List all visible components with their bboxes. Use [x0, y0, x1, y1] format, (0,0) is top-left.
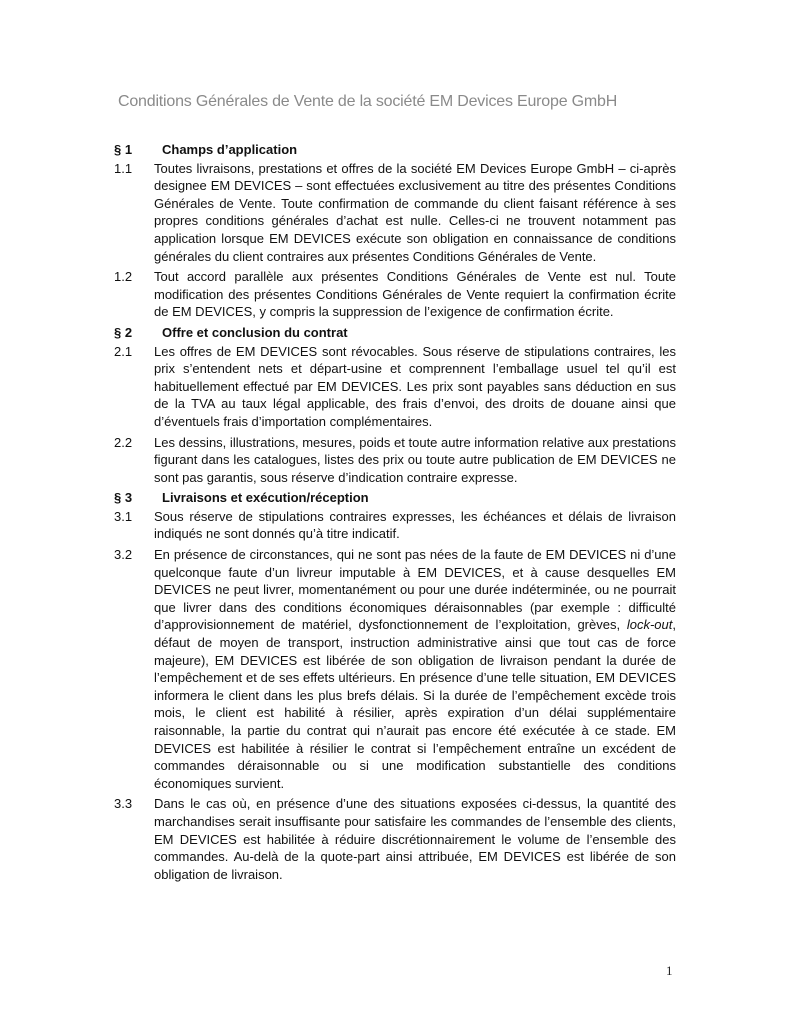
text-after-italic: , défaut de moyen de transport, instruction administrative ainsi que tout cas de force majeure), EM DEVICES est libérée de son obligation de livraison pendant la durée de l’empêchement et de ses effets ultérieurs. En présence d’une telle situation, EM DEVICES informera le client dans les plus brefs délais. Si la durée de l’empêchement excède trois mois, le client est habilité à résilier, après expiration d’un délai supplémentaire raisonnable, la partie du contrat qui n’aurait pas encore été exécutée à ce stade. EM DEVICES est habilitée à résilier le contrat si l’empêchement entraîne un excédent de commandes déraisonnable ou si une modification substantielle des conditions économiques survient.: [154, 617, 676, 791]
paragraph-text: Sous réserve de stipulations contraires expresses, les échéances et délais de livraison indiqués ne sont donnés qu’à titre indicatif.: [154, 508, 676, 542]
paragraph-number: 3.3: [114, 796, 133, 812]
section-number: § 3: [114, 490, 133, 506]
paragraph: [114, 434, 676, 487]
paragraph: [114, 795, 676, 883]
page-number: 1: [666, 963, 673, 978]
paragraph-number: 1.2: [114, 269, 133, 285]
paragraph: [114, 546, 676, 792]
paragraph-text: [154, 546, 676, 792]
text-before-italic: En présence de circonstances, qui ne sont pas nées de la faute de EM DEVICES ni d’une quelconque faute d’un livreur imputable à EM DEVICES, et à cause desquelles EM DEVICES ne peut livrer, momentanément ou pour une durée indéterminée, ou ne pourrait que livrer dans des conditions économiques déraisonnables (par exemple : difficulté d’approvisionnement de matériel, dysfonctionnement de l’exploitation, grèves,: [154, 547, 676, 633]
paragraph-text: Dans le cas où, en présence d’une des situations exposées ci-dessus, la quantité des marchandises serait insuffisante pour satisfaire les commandes de l’ensemble des clients, EM DEVICES est habilitée à réduire discrétionnairement le volume de l’ensemble des commandes. Au-delà de la quote-part ainsi attribuée, EM DEVICES est libérée de son obligation de livraison.: [154, 796, 676, 882]
paragraph-text: Toutes livraisons, prestations et offres de la société EM Devices Europe GmbH – ci-après designee EM DEVICES – sont effectuées exclusivement au titre des présentes Conditions Générales de Vente. Toute confirmation de commande du client faisant référence à ses propres conditions générales d’achat est nulle. Celles-ci ne trouvent notamment pas application lorsque EM DEVICES exécute son obligation en connaissance de conditions générales du client contraires aux présentes Conditions Générales de Vente.: [154, 160, 676, 264]
paragraph: [114, 508, 676, 543]
section-title: Champs d’application: [162, 142, 298, 157]
paragraph: [114, 160, 676, 266]
paragraph: [114, 343, 676, 431]
paragraph-number: 3.2: [114, 547, 133, 563]
section-heading: [114, 324, 676, 342]
paragraph-text: Les dessins, illustrations, mesures, poids et toute autre information relative aux prestations figurant dans les catalogues, listes des prix ou toute autre publication de EM DEVICES ne sont pas garantis, sous réserve d’indication contraire expresse.: [154, 434, 676, 485]
paragraph-number: 2.1: [114, 343, 133, 359]
document-body: [114, 140, 676, 886]
section-title: Offre et conclusion du contrat: [162, 324, 348, 340]
paragraph: [114, 268, 676, 321]
section-number: § 2: [114, 324, 133, 340]
section-heading: [114, 141, 676, 159]
document-title: Conditions Générales de Vente de la société EM Devices Europe GmbH: [118, 93, 618, 110]
section-heading: [114, 489, 676, 507]
paragraph-text: Les offres de EM DEVICES sont révocables. Sous réserve de stipulations contraires, les prix s’entendent nets et départ-usine et comprennent l’emballage usuel tel qu’il est habituellement effectué par EM DEVICES. Les prix sont payables sans déduction en sus de la TVA au taux légal applicable, des frais d’envoi, des droits de douane ainsi que d’éventuels frais d’importation complémentaires.: [154, 343, 676, 429]
paragraph-text: Tout accord parallèle aux présentes Conditions Générales de Vente est nul. Toute modification des présentes Conditions Générales de Vente requiert la confirmation écrite de EM DEVICES, y compris la suppression de l’exigence de confirmation écrite.: [154, 269, 676, 320]
paragraph-number: 3.1: [114, 508, 133, 524]
paragraph-number: 1.1: [114, 160, 133, 176]
paragraph-number: 2.2: [114, 434, 133, 450]
section-title: Livraisons et exécution/réception: [162, 490, 369, 506]
italic-term: lock-out: [626, 617, 673, 633]
section-number: § 1: [114, 142, 133, 157]
